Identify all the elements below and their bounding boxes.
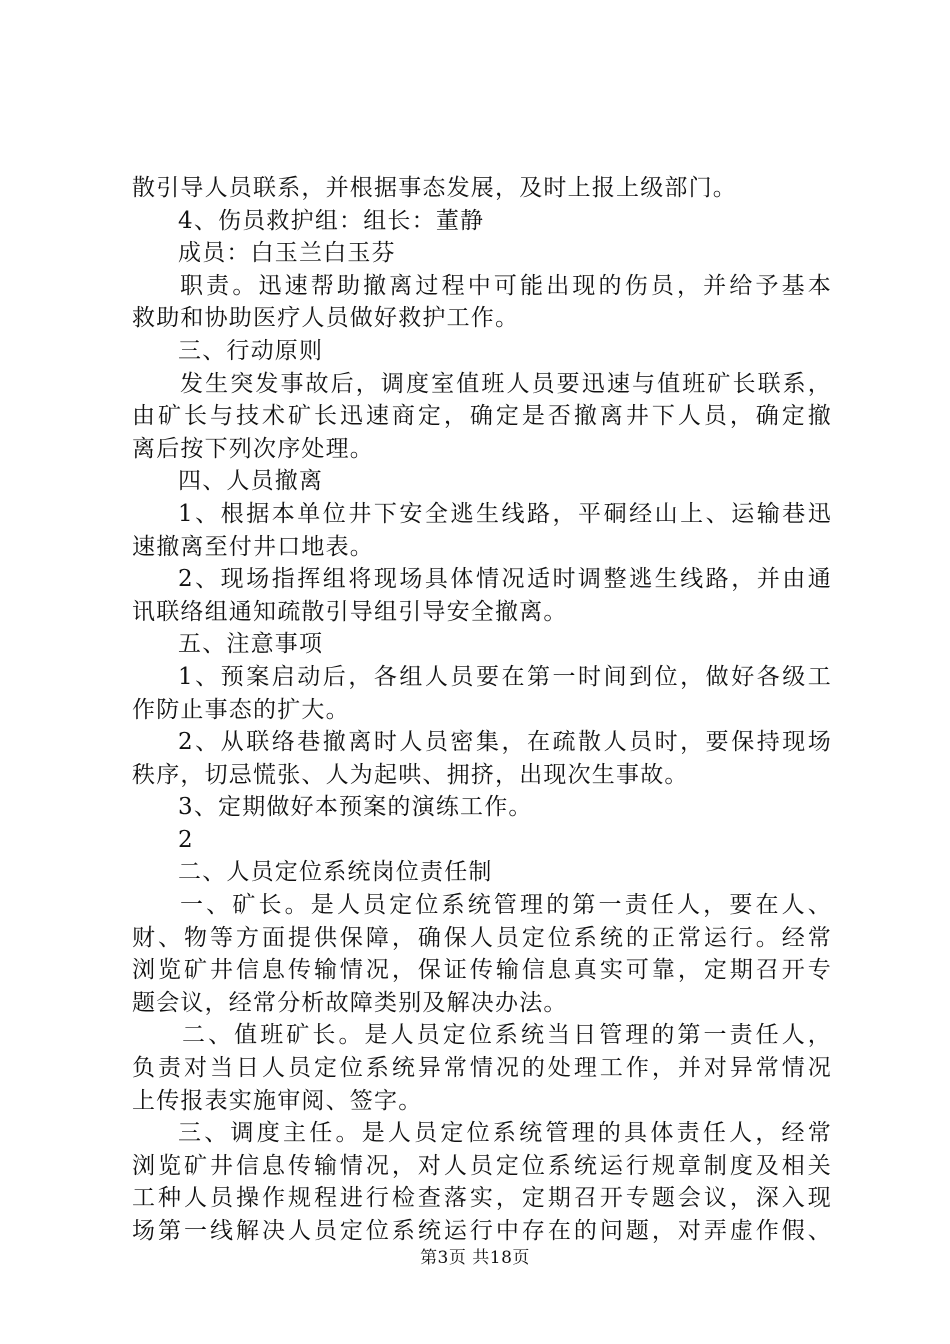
page-footer: 第3页 共18页 bbox=[420, 1248, 530, 1268]
text-line: 财、物等方面提供保障，确保人员定位系统的正常运行。经常 bbox=[132, 924, 832, 951]
text-line: 三、行动原则 bbox=[178, 337, 324, 364]
text-line: 三、调度主任。是人员定位系统管理的具体责任人，经常 bbox=[178, 1120, 832, 1147]
text-line: 一、矿长。是人员定位系统管理的第一责任人，要在人、 bbox=[180, 892, 832, 919]
text-line: 四、人员撤离 bbox=[178, 468, 324, 495]
text-line: 3、定期做好本预案的演练工作。 bbox=[178, 794, 533, 821]
text-line: 负责对当日人员定位系统异常情况的处理工作，并对异常情况 bbox=[132, 1055, 832, 1082]
text-line: 2 bbox=[178, 826, 194, 853]
text-line: 浏览矿井信息传输情况，保证传输信息真实可靠，定期召开专 bbox=[132, 957, 832, 984]
text-line: 成员：白玉兰白玉芬 bbox=[178, 240, 396, 267]
text-line: 2、从联络巷撤离时人员密集，在疏散人员时，要保持现场 bbox=[178, 729, 832, 756]
text-line: 1、根据本单位井下安全逃生线路，平硐经山上、运输巷迅 bbox=[178, 500, 832, 527]
text-line: 二、人员定位系统岗位责任制 bbox=[178, 859, 493, 886]
text-line: 五、注意事项 bbox=[178, 631, 324, 658]
text-line: 离后按下列次序处理。 bbox=[132, 435, 374, 462]
text-line: 4、伤员救护组：组长：董静 bbox=[178, 207, 485, 234]
text-line: 场第一线解决人员定位系统运行中存在的问题，对弄虚作假、 bbox=[132, 1218, 832, 1244]
document-body bbox=[132, 172, 832, 1248]
text-line: 职责。迅速帮助撤离过程中可能出现的伤员，并给予基本 bbox=[180, 272, 832, 299]
text-line: 秩序，切忌慌张、人为起哄、拥挤，出现次生事故。 bbox=[132, 761, 689, 788]
text-line: 题会议，经常分析故障类别及解决办法。 bbox=[132, 989, 568, 1016]
text-line: 讯联络组通知疏散引导组引导安全撤离。 bbox=[132, 598, 568, 625]
text-line: 由矿长与技术矿长迅速商定，确定是否撤离井下人员，确定撤 bbox=[132, 403, 832, 430]
text-line: 浏览矿井信息传输情况，对人员定位系统运行规章制度及相关 bbox=[132, 1152, 832, 1179]
text-line: 上传报表实施审阅、签字。 bbox=[132, 1087, 423, 1114]
text-line: 1、预案启动后，各组人员要在第一时间到位，做好各级工 bbox=[178, 663, 832, 690]
text-line: 速撤离至付井口地表。 bbox=[132, 533, 374, 560]
text-line: 发生突发事故后，调度室值班人员要迅速与值班矿长联系， bbox=[180, 370, 832, 397]
text-line: 二、值班矿长。是人员定位系统当日管理的第一责任人， bbox=[182, 1022, 832, 1049]
text-line: 工种人员操作规程进行检查落实，定期召开专题会议，深入现 bbox=[132, 1185, 832, 1212]
text-line: 散引导人员联系，并根据事态发展，及时上报上级部门。 bbox=[132, 175, 737, 201]
text-line: 2、现场指挥组将现场具体情况适时调整逃生线路，并由通 bbox=[178, 566, 832, 593]
text-line: 作防止事态的扩大。 bbox=[132, 696, 350, 723]
text-line: 救助和协助医疗人员做好救护工作。 bbox=[132, 305, 520, 332]
